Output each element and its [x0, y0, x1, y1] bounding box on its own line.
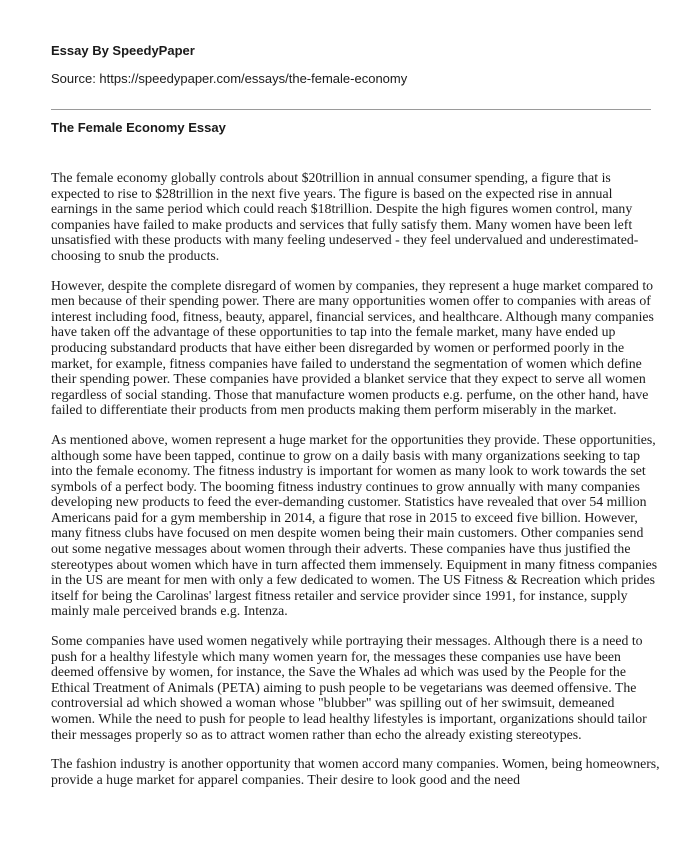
essay-paragraph-2: However, despite the complete disregard of women by companies, they represent a huge market compared to men because of their spending power. There are many opportunities women offer to companies with areas of interest including food, fitness, beauty, apparel, financial services, and healthcare. Although many companies have taken off the advantage of these opportunities to tap into the female market, many have ended up producing substandard products that have either been disregarded by women or performed poorly in the market, for example, fitness companies have failed to understand the segmentation of women which define their spending power. These companies have provided a blanket service that they expect to serve all women regardless of social standing. Those that manufacture women products e.g. perfume, on the other hand, have failed to differentiate their products from men products making them perform miserably in the market. — [51, 277, 654, 418]
essay-paragraph-1: The female economy globally controls about $20trillion in annual consumer spending, a figure that is expected to rise to $28trillion in the next five years. The figure is based on the expected rise in annual earnings in the same period which could reach $18trillion. Despite the high figures women control, many companies have failed to make products and services that fully satisfy them. Many women have been left unsatisfied with these products with many feeling undeserved - they feel undervalued and underestimated- choosing to snub the products. — [51, 170, 639, 263]
source-line: Source: https://speedypaper.com/essays/the-female-economy — [51, 71, 408, 86]
publisher-title: Essay By SpeedyPaper — [51, 43, 195, 58]
essay-paragraph-5: The fashion industry is another opportunity that women accord many companies. Women, being homeowners, provide a huge market for apparel companies. Their desire to look good and the need — [51, 756, 660, 787]
essay-paragraph-3: As mentioned above, women represent a huge market for the opportunities they provide. These opportunities, although some have been tapped, continue to grow on a daily basis with many organizations seeking to tap into the female economy. The fitness industry is important for women as many look to work towards the set symbols of a perfect body. The booming fitness industry continues to grow annually with many companies developing new products to feed the ever-demanding customer. Statistics have revealed that over 54 million Americans paid for a gym membership in 2014, a figure that rose in 2015 to exceed five billion. However, many fitness clubs have focused on men despite women being their main customers. Other companies send out some negative messages about women through their adverts. These companies have thus justified the stereotypes about women which have in turn affected them immensely. Equipment in many fitness companies in the US are meant for men with only a few dedicated to women. The US Fitness & Recreation which prides itself for being the Carolinas' largest fitness retailer and service provider since 1991, for instance, supply mainly male perceived brands e.g. Intenza. — [51, 431, 658, 619]
header-divider — [51, 109, 651, 110]
essay-title: The Female Economy Essay — [51, 120, 226, 135]
essay-body — [51, 170, 661, 801]
essay-paragraph-4: Some companies have used women negatively while portraying their messages. Although there is a need to push for a healthy lifestyle which many women yearn for, the messages these companies use have been deemed offensive by women, for instance, the Save the Whales ad which was used by the People for the Ethical Treatment of Animals (PETA) aiming to push people to be vegetarians was deemed offensive. The controversial ad which showed a woman whose "blubber" was spilling out of her swimsuit, demeaned women. While the need to push for people to lead healthy lifestyles is important, organizations should tailor their messages properly so as to attract women rather than echo the already existing stereotypes. — [51, 633, 647, 742]
